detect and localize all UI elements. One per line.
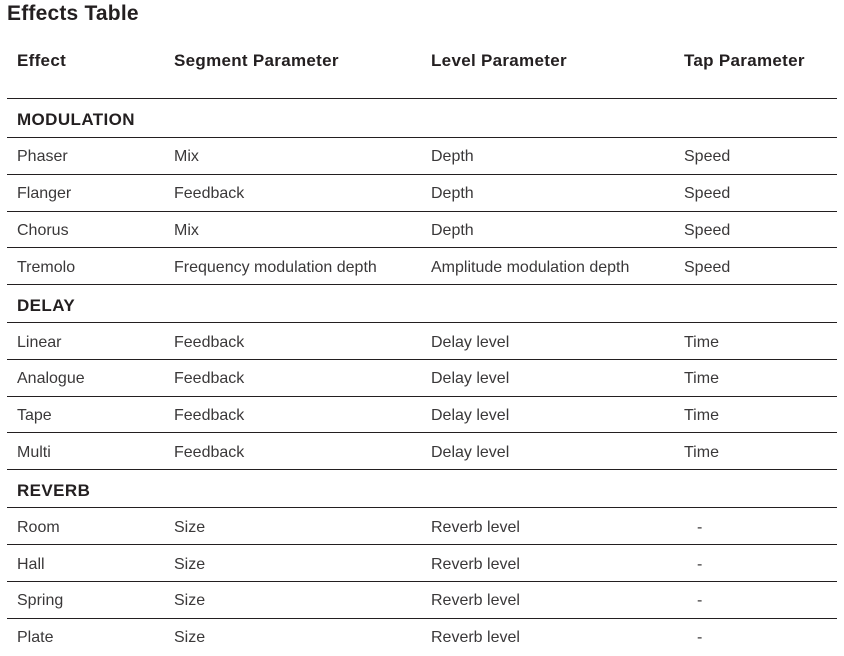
row-divider: [7, 359, 837, 360]
cell-tap: Time: [684, 370, 719, 387]
row-divider: [7, 174, 837, 175]
section-label: REVERB: [17, 481, 91, 500]
cell-effect: Chorus: [17, 222, 69, 239]
cell-level: Depth: [431, 185, 474, 202]
cell-effect: Linear: [17, 334, 62, 351]
row-divider: [7, 432, 837, 433]
header-segment-parameter: Segment Parameter: [174, 51, 339, 70]
cell-level: Reverb level: [431, 592, 520, 609]
cell-segment: Feedback: [174, 185, 245, 202]
row-divider: [7, 284, 837, 285]
cell-level: Reverb level: [431, 519, 520, 536]
row-divider: [7, 247, 837, 248]
header-tap-parameter: Tap Parameter: [684, 51, 805, 70]
section-label: DELAY: [17, 296, 76, 315]
cell-effect: Flanger: [17, 185, 72, 202]
cell-tap: -: [697, 592, 703, 609]
cell-tap: -: [697, 629, 703, 646]
cell-tap: Speed: [684, 185, 731, 202]
cell-effect: Spring: [17, 592, 64, 609]
cell-segment: Size: [174, 519, 206, 536]
row-divider: [7, 396, 837, 397]
header-level-parameter: Level Parameter: [431, 51, 567, 70]
cell-effect: Room: [17, 519, 60, 536]
header-divider: [7, 98, 837, 99]
cell-tap: -: [697, 519, 703, 536]
cell-effect: Multi: [17, 444, 51, 461]
cell-level: Delay level: [431, 370, 510, 387]
cell-level: Reverb level: [431, 556, 520, 573]
row-divider: [7, 211, 837, 212]
row-divider: [7, 581, 837, 582]
cell-segment: Feedback: [174, 370, 245, 387]
section-label: MODULATION: [17, 110, 135, 129]
header-effect: Effect: [17, 51, 67, 70]
cell-segment: Size: [174, 629, 206, 646]
cell-level: Reverb level: [431, 629, 520, 646]
page-title: Effects Table: [7, 2, 139, 25]
cell-level: Amplitude modulation depth: [431, 259, 630, 276]
cell-tap: Time: [684, 334, 719, 351]
cell-segment: Frequency modulation depth: [174, 259, 377, 276]
row-divider: [7, 618, 837, 619]
cell-level: Delay level: [431, 407, 510, 424]
cell-tap: Speed: [684, 259, 731, 276]
cell-level: Depth: [431, 148, 474, 165]
cell-effect: Analogue: [17, 370, 85, 387]
cell-tap: -: [697, 556, 703, 573]
cell-tap: Time: [684, 407, 719, 424]
cell-level: Delay level: [431, 444, 510, 461]
cell-effect: Tremolo: [17, 259, 76, 276]
row-divider: [7, 322, 837, 323]
table-header: [0, 48, 844, 74]
cell-tap: Time: [684, 444, 719, 461]
cell-effect: Plate: [17, 629, 54, 646]
cell-effect: Hall: [17, 556, 45, 573]
cell-tap: Speed: [684, 148, 731, 165]
cell-tap: Speed: [684, 222, 731, 239]
row-divider: [7, 507, 837, 508]
cell-segment: Feedback: [174, 444, 245, 461]
cell-effect: Phaser: [17, 148, 68, 165]
cell-level: Depth: [431, 222, 474, 239]
cell-segment: Size: [174, 592, 206, 609]
cell-segment: Mix: [174, 222, 199, 239]
row-divider: [7, 544, 837, 545]
cell-effect: Tape: [17, 407, 52, 424]
row-divider: [7, 469, 837, 470]
cell-level: Delay level: [431, 334, 510, 351]
cell-segment: Size: [174, 556, 206, 573]
cell-segment: Feedback: [174, 334, 245, 351]
row-divider: [7, 137, 837, 138]
cell-segment: Feedback: [174, 407, 245, 424]
cell-segment: Mix: [174, 148, 199, 165]
